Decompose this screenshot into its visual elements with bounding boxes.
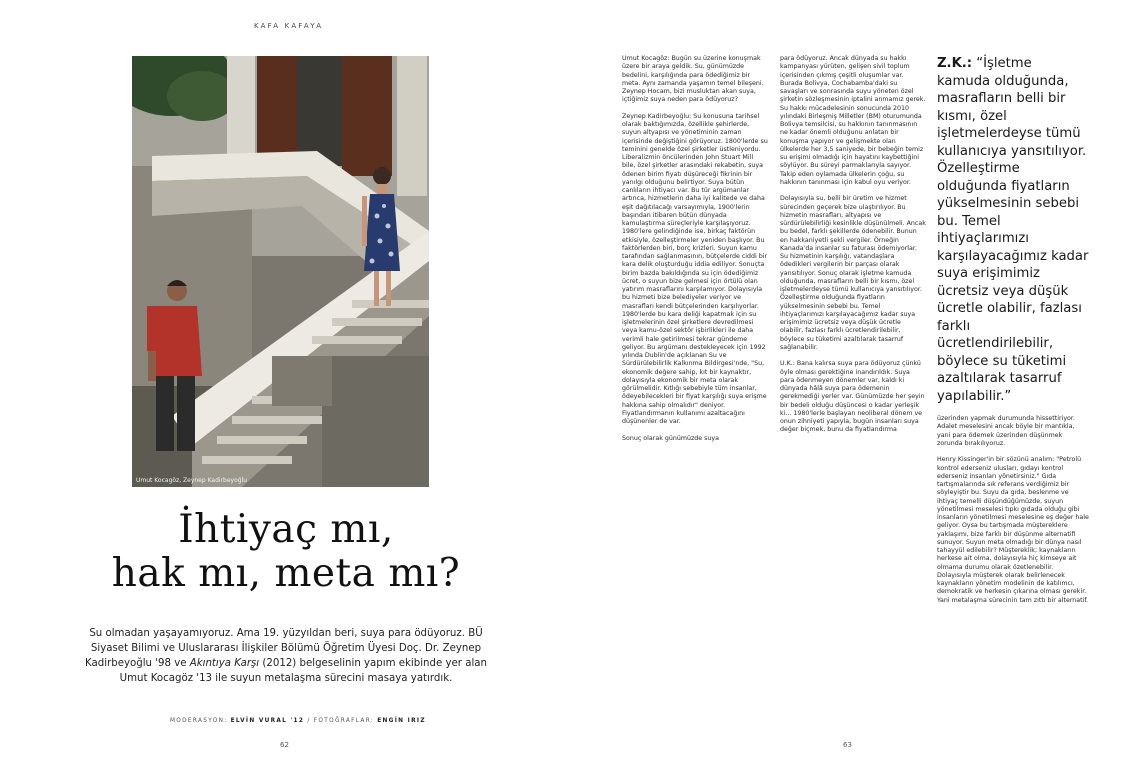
photo-caption: Umut Kocagöz, Zeynep Kadirbeyoğlu — [136, 477, 248, 484]
pull-quote-speaker: Z.K.: — [937, 56, 973, 71]
pull-quote-text: “İşletme kamuda olduğunda, masrafların belli bir kısmı, özel işletmelerdeyse tümü kullanıcıya yansıtılıyor. Özelleştirme olduğunda fiyatların yükselmesinin sebebi bu. Temel ihtiyaçlarımızı karşılayacağımız kadar suya erişimimiz ücretsiz veya düşük ücretle olabilir, fazlası farklı ücretlendirilebilir, böylece su tüketimi azaltılarak tasarruf yapılabilir.” — [937, 56, 1089, 404]
deck-film-title: Akıntıya Karşı — [189, 658, 260, 669]
paragraph: para ödüyoruz. Ancak dünyada su hakkı kampanyası yürüten, gelişen sivil toplum içerisinden çıkmış çeşitli oluşumlar var. Burada Bolivya, Cochabamba'daki su savaşları ve sonrasında suyu yöneten özel şirketin sözleşmesinin iptalini anmamız gerek. Su hakkı mücadelesinin sonucunda 2010 yılındaki Birleşmiş Milletler (BM) oturumunda Bolivya temsilcisi, su hakkının tanınmasının ne kadar önemli olduğunu anlatan bir konuşma yapıyor ve gelişmekte olan ülkelerde her 3,5 saniyede, bir bebeğin temiz su erişimi olmadığı için hayatını kaybettiğini söylüyor. Bu süreyi parmaklarıyla sayıyor. Takip eden oylamada ülkelerin çoğu, su hakkının tanınması için kabul oyu veriyor. — [780, 55, 926, 186]
headline-line-1: İhtiyaç mı, — [178, 507, 394, 552]
paragraph: üzerinden yapmak durumunda hissettiriyor. Adalet meselesini ancak böyle bir mantıkla, yani para ödemek üzerinden düşünmek zorunda bırakılıyoruz. — [937, 415, 1075, 447]
intro-deck — [70, 626, 502, 686]
credit-separator: / — [304, 718, 314, 724]
deck-text-2: (2012) belgeselinin yapım ekibinde yer alan Umut Kocagöz '13 ile suyun metalaşma sürecini masaya yatırdık. — [119, 658, 487, 684]
right-page — [567, 0, 1134, 765]
pull-quote — [937, 55, 1089, 405]
page-number-right: 63 — [843, 741, 852, 749]
credit-moderation-name: ELVİN VURAL '12 — [230, 718, 305, 724]
paragraph: Umut Kocagöz: Bugün su üzerine konuşmak üzere bir araya geldik. Su, günümüzde bedelini, karşılığında para ödediğimiz bir meta. Aynı zamanda yaşamın temel bileşeni. Zeynep Hocam, bizi musluktan akan suya, içtiğimiz suya neden para ödüyoruz? — [622, 55, 764, 104]
deck-text-1: Su olmadan yaşayamıyoruz. Ama 19. yüzyıldan beri, suya para ödüyoruz. BÜ Siyaset Bilimi ve Uluslararası İlişkiler Bölümü Öğretim Üyesi Doç. Dr. Zeynep Kadirbeyoğlu '98 ve — [85, 628, 483, 669]
paragraph: U.K.: Bana kalırsa suya para ödüyoruz çünkü öyle olması gerektiğine inandırıldık. Suya para ödenmeyen dönemler var, kaldı ki dünyada hâlâ suya para ödemenin gerekmediği yerler var. Günümüzde her şeyin bir bedeli olduğu düşüncesi o kadar yerleşik ki... 1980'lerle başlayan neoliberal dönem ve onun zihniyeti yapıyla, bugün insanları suya değer biçmek, bunu da fiyatlandırma — [780, 360, 925, 434]
paragraph: Dolayısıyla su, belli bir üretim ve hizmet sürecinden geçerek bize ulaştırılıyor. Bu hizmetin masrafları, altyapısı ve sürdürülebilirliği kesinlikle düşünülmeli. Ancak bu bedel, farklı şekillerde ödenebilir. Bunun en hakkaniyetli şekli vergiler. Örneğin Kanada'da insanlar su faturası ödemiyorlar. Su hizmetinin karşılığı, vatandaşlara ödedikleri vergilerin bir parçası olarak yansıtılıyor. Sonuç olarak işletme kamuda olduğunda, masrafların belli bir kısmı, özel işletmelerdeyse tümü kullanıcıya yansıtılıyor. Özelleştirme olduğunda fiyatların yükselmesinin sebebi bu. Temel ihtiyaçlarımızı karşılayacağımız kadar suya erişimimiz ücretsiz veya düşük ücretle olabilir, fazlası farklı ücretlendirilebilir, böylece su tüketimi azaltılarak tasarruf sağlanabilir. — [780, 195, 926, 351]
paragraph: Henry Kissinger'in bir sözünü analım: "Petrolü kontrol ederseniz ulusları, gıdayı kontrol ederseniz insanları yönetirsiniz." Gıda tartışmalarında sık referans verdiğimiz bir söyleyiştir bu. Suyu da gıda, beslenme ve ihtiyaç temelli düşündüğümüzde, suyun yönetilmesi meselesi tıpkı gıdada olduğu gibi insanların yönetilmesi meselesine eş değer hale geliyor. Oysa bu tartışmada müştereklere yaklaşımı, bize farklı bir düşünme alternatifi sunuyor. Suyun meta olmadığı bir dünya nasıl tahayyül edilebilir? Müştereklik; kaynakların herkese ait olma, dolayısıyla hiç kimseye ait olmama durumu olarak özetlenebilir. Dolayısıyla müşterek olarak belirlenecek kaynakların yönetim modelinin de katılımcı, demokratik ve herkesin çıkarına olması gerekir. Yani metalaşma sürecinin tam zıttı bir alternatif. — [937, 456, 1089, 604]
headline — [60, 508, 512, 596]
credits — [170, 718, 426, 724]
headline-line-2: hak mı, meta mı? — [111, 551, 461, 596]
paragraph: Zeynep Kadirbeyoğlu: Su konusuna tarihsel olarak baktığımızda, özellikle şehirlerde, suyun altyapısı ve yönetiminin zaman içerisinde değiştiğini görüyoruz. 1800'lerde su teminini genelde özel şirketler üstleniyordu. Liberalizmin öncülerinden John Stuart Mill bile, özel şirketler arasındaki rekabetin, suya ödenen birim fiyatı düşüreceği fikrinin bir yanılgı olduğunu belirtiyor. Suya bütün canlıların ihtiyacı var. Bu tür argümanlar artınca, hizmetlerin daha iyi kalitede ve daha eşit dağıtılacağı varsayımıyla, 1900'lerin başından itibaren bütün dünyada kamulaştırma süreçleriyle karşılaşıyoruz. 1980'lere gelindiğinde ise, birkaç faktörün etkisiyle, özelleştirmeler yeniden başlıyor. Bu faktörlerden biri, borç krizleri. Suyun kamu tarafından sağlanmasının, bütçelerde ciddi bir kara delik oluşturduğu iddia ediliyor. Sonuçta birim bazda bakıldığında su için ödediğimiz ücret, o suyun bize gelmesi için örtülü olan yatırım masraflarını karşılamıyor. Dolayısıyla bu hizmeti bize belediyeler veriyor ve masrafları kendi bütçelerinden karşılıyorlar. 1980'lerde bu kara deliği kapatmak için su işletmelerinin özel şirketlere devredilmesi veya kamu-özel sektör işbirlikleri ile daha verimli hale getirilmesi tekrar gündeme geliyor. Bu argümanı destekleyecek için 1992 yılında Dublin'de açıklanan Su ve Sürdürülebilirlik Kalkınma Bildirgesi'nde, "Su, ekonomik değere sahip, kıt bir kaynaktır, dolayısıyla ekonomik bir meta olarak görülmelidir. Kıtlığı sebebiyle tüm insanlar, ödeyebilecekleri bir fiyat karşılığı suya erişme hakkına sahip olmalıdır" deniyor. Fiyatlandırmanın kullanımı azaltacağını düşünenler de var. — [622, 112, 768, 425]
page-number-left: 62 — [280, 741, 289, 749]
paragraph: Sonuç olarak günümüzde suya — [622, 434, 719, 442]
credit-photo-label: FOTOĞRAFLAR: — [313, 718, 378, 724]
credit-photo-name: ENGİN IRIZ — [377, 718, 426, 724]
section-label: KAFA KAFAYA — [254, 22, 324, 30]
credit-moderation-label: MODERASYON: — [170, 718, 231, 724]
text-column-3 — [937, 55, 1089, 613]
text-column-2 — [780, 55, 926, 443]
cover-photo — [132, 56, 429, 487]
text-column-1 — [622, 55, 768, 451]
